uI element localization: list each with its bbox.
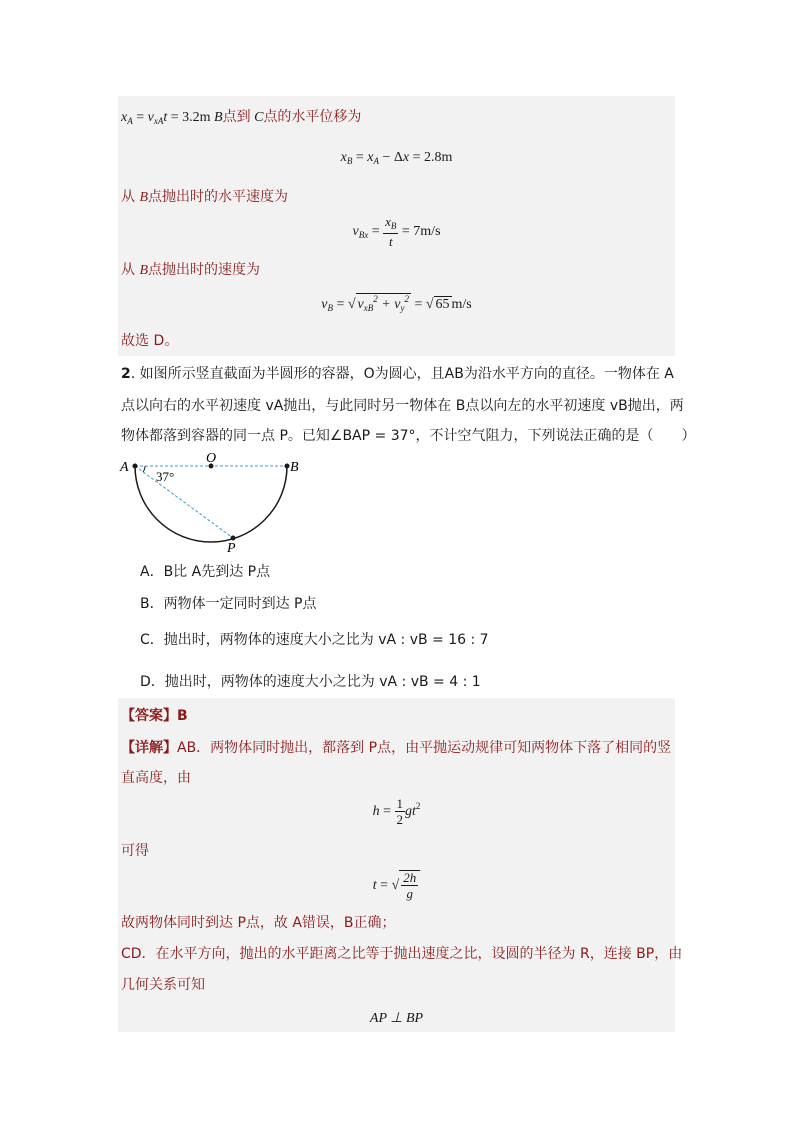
chord-ap xyxy=(135,466,233,538)
equation-t: t = √ $\frac{2h}{g}$ xyxy=(118,870,675,901)
option-c[interactable]: C．抛出时，两物体的速度大小之比为 vA : vB = 16 : 7 xyxy=(140,632,489,648)
label-angle: 37° xyxy=(156,469,175,484)
text-keyi: 可得 xyxy=(121,843,149,859)
equation-vb: $v_B$ = √ $v_{xB}^2 + v_y^2$ = √ 65 m/s xyxy=(321,294,472,313)
point-a-dot xyxy=(133,464,138,469)
solution-line-xa: $x_A = v_{xA}t = 3.2m$ B点到 C点的水平位移为 xyxy=(121,109,362,126)
label-o: O xyxy=(206,453,217,466)
point-p-dot xyxy=(231,536,236,541)
detail-ab-line-2: 直高度，由 xyxy=(121,770,191,786)
equation-vbx: $v_{Bx}$ = $\frac{x_B}{t}$ = 7m/s xyxy=(352,214,441,249)
detail-cd-line-1: CD．在水平方向，抛出的水平距离之比等于抛出速度之比，设圆的半径为 R，连接 BP，由 xyxy=(121,946,683,962)
angle-arc xyxy=(143,466,145,472)
equation-h: h = $\frac{1}{2}$ $gt^2$ xyxy=(372,796,421,827)
equation-perp: AP ⊥ BP xyxy=(369,1011,424,1026)
question-line-3: 物体都落到容器的同一点 P。已知∠BAP = 37°，不计空气阻力，下列说法正确的是（ ） xyxy=(121,428,696,444)
equation-xb: $x_B = x_A - \Delta x = 2.8m$ xyxy=(340,150,453,166)
text-from-b-horizontal: 从 B点抛出时的水平速度为 xyxy=(121,189,289,205)
question-line-1: 2. 如图所示竖直截面为半圆形的容器，O为圆心，且AB为沿水平方向的直径。一物体在 A xyxy=(121,366,674,382)
label-b: B xyxy=(290,460,299,475)
detail-ab-line-1: 【详解】AB．两物体同时抛出，都落到 P点，由平抛运动规律可知两物体下落了相同的竖 xyxy=(121,740,672,756)
option-b[interactable]: B．两物体一定同时到达 P点 xyxy=(140,596,317,612)
option-a[interactable]: A．B比 A先到达 P点 xyxy=(140,564,271,580)
label-a: A xyxy=(120,460,129,475)
conclusion-ab: 故两物体同时到达 P点，故 A错误，B正确； xyxy=(121,915,396,931)
option-d[interactable]: D．抛出时，两物体的速度大小之比为 vA : vB = 4 : 1 xyxy=(140,674,481,690)
text-from-b-speed: 从 B点抛出时的速度为 xyxy=(121,262,261,278)
question-line-2: 点以向右的水平初速度 vA抛出，与此同时另一物体在 B点以向左的水平初速度 vB抛出，两 xyxy=(121,398,684,414)
label-p: P xyxy=(227,541,236,553)
detail-cd-line-2: 几何关系可知 xyxy=(121,977,205,993)
answer-label: 【答案】B xyxy=(121,708,188,724)
point-b-dot xyxy=(285,464,290,469)
text-choose-d: 故选 D。 xyxy=(121,333,179,349)
semicircle-diagram xyxy=(118,453,318,553)
